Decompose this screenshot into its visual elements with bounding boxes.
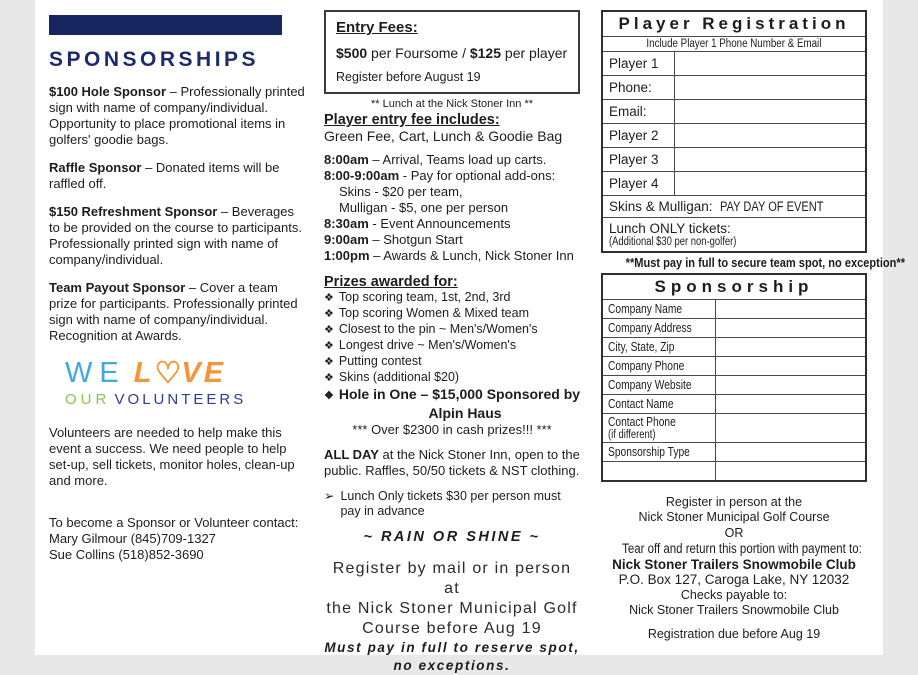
contact-sue-line: Sue Collins (518)852-3690 <box>49 547 204 562</box>
schedule-line-announcements <box>324 216 580 232</box>
contact-block <box>49 515 307 563</box>
prize-text: Skins (additional $20) <box>338 370 460 384</box>
sponsorships-title: SPONSORSHIPS <box>49 48 260 71</box>
alpin-haus-line: Alpin Haus <box>428 405 502 421</box>
schedule-time: 8:30am <box>324 216 369 231</box>
registration-panel <box>601 10 906 642</box>
registration-subtitle <box>602 37 866 52</box>
diamond-bullet-icon: ❖ <box>324 324 334 336</box>
checks-payable-line: Checks payable to: <box>680 587 788 602</box>
register-line: Register by mail or in person at <box>332 560 572 597</box>
skins-mulligan-value: PAY DAY OF EVENT <box>720 199 824 214</box>
schedule-line-shotgun <box>324 232 580 248</box>
foursome-fee-amount: $500 <box>336 45 368 61</box>
extra-row-input-cell <box>716 462 866 481</box>
all-day-paragraph <box>324 447 580 479</box>
player-2-label: Player 2 <box>602 124 674 148</box>
club-name-line: Nick Stoner Trailers Snowmobile Club <box>629 603 839 617</box>
company-address-text: Company Address <box>608 321 692 335</box>
schedule-line-awards <box>324 248 580 264</box>
schedule-desc: – Awards & Lunch, Nick Stoner Inn <box>369 248 574 263</box>
prize-text: Top scoring Women & Mixed team <box>338 306 529 320</box>
phone-input-cell <box>674 76 866 100</box>
logo-volunteers-text: VOLUNTEERS <box>114 391 247 408</box>
lunch-only-tickets-label: Lunch ONLY tickets: <box>609 221 731 236</box>
contact-name-text: Contact Name <box>608 397 674 411</box>
contact-name-label <box>602 395 716 414</box>
brochure-page <box>35 0 906 673</box>
city-state-zip-label <box>602 338 716 357</box>
lunch-only-tickets-note-text: (Additional $30 per non-golfer) <box>609 236 737 248</box>
prize-text: Top scoring team, 1st, 2nd, 3rd <box>338 290 511 304</box>
schedule-line-addons <box>324 168 580 184</box>
register-before-note: Register before August 19 <box>336 70 481 84</box>
decorative-navy-bar <box>49 15 282 35</box>
hole-in-one-text: Hole in One – $15,000 Sponsored by <box>338 386 581 402</box>
event-schedule <box>324 152 580 264</box>
contact-phone-label <box>602 414 716 443</box>
contact-phone-input-cell <box>716 414 866 443</box>
company-website-text: Company Website <box>608 378 692 392</box>
player-1-label: Player 1 <box>602 52 674 76</box>
extra-row-label <box>602 462 716 481</box>
register-by-mail-block <box>324 559 580 639</box>
prize-item <box>324 322 580 338</box>
prize-item <box>324 354 580 370</box>
contact-name-input-cell <box>716 395 866 414</box>
schedule-line-arrival <box>324 152 580 168</box>
player-4-label: Player 4 <box>602 172 674 196</box>
fee-line <box>336 45 568 61</box>
sponsorship-table <box>601 273 867 482</box>
logo-line-our-volunteers <box>65 391 307 409</box>
must-pay-line: no exceptions. <box>393 658 511 673</box>
contact-phone-text: Contact Phone <box>608 415 676 429</box>
prize-text: Longest drive ~ Men's/Women's <box>338 338 517 352</box>
volunteers-needed-paragraph: Volunteers are needed to help make this event a success. We need people to help set-up, sell tickets, monitor holes, clean-up and more. <box>49 425 295 488</box>
player-registration-table <box>601 10 867 253</box>
player-fee-amount: $125 <box>469 45 502 61</box>
company-phone-text: Company Phone <box>608 359 685 373</box>
diamond-bullet-icon: ❖ <box>324 372 334 384</box>
contact-phone-subtext: (if different) <box>608 429 656 441</box>
entry-fee-includes-text: Green Fee, Cart, Lunch & Goodie Bag <box>324 128 563 144</box>
company-name-input-cell <box>716 300 866 319</box>
must-pay-block <box>324 639 580 675</box>
player-3-input-cell <box>674 148 866 172</box>
schedule-desc: - Pay for optional add-ons: <box>399 168 556 183</box>
registration-subtitle-text: Include Player 1 Phone Number & Email <box>646 38 822 50</box>
email-input-cell <box>674 100 866 124</box>
company-website-label <box>602 376 716 395</box>
prize-item <box>324 306 580 322</box>
arrow-bullet-icon: ➢ <box>324 489 335 503</box>
logo-ve-text: VE <box>181 357 227 389</box>
hole-in-one-prize-line <box>324 386 580 405</box>
refreshment-sponsor-label: $150 Refreshment Sponsor <box>49 204 218 219</box>
tear-off-text: Tear off and return this portion with payment to: <box>622 541 862 556</box>
register-line: Course before Aug 19 <box>362 620 542 637</box>
prize-item <box>324 370 580 386</box>
we-love-volunteers-logo <box>65 358 307 409</box>
golf-course-line: Nick Stoner Municipal Golf Course <box>638 510 830 524</box>
schedule-desc: Mulligan - $5, one per person <box>339 200 509 215</box>
refreshment-sponsor-paragraph <box>49 204 307 268</box>
raffle-sponsor-text: – Donated items will be raffled off. <box>49 160 280 191</box>
diamond-bullet-icon: ❖ <box>324 292 334 304</box>
player-fee-text: per player <box>501 45 568 61</box>
prize-text: Putting contest <box>338 354 422 368</box>
diamond-bullet-icon: ❖ <box>324 390 334 402</box>
email-label: Email: <box>602 100 674 124</box>
register-line: the Nick Stoner Municipal Golf <box>326 600 578 617</box>
schedule-time: 1:00pm <box>324 248 370 263</box>
secure-team-spot-text: **Must pay in full to secure team spot, no exception** <box>625 255 906 270</box>
cash-prizes-note: *** Over $2300 in cash prizes!!! *** <box>352 422 552 437</box>
team-payout-sponsor-label: Team Payout Sponsor <box>49 280 186 295</box>
raffle-sponsor-label: Raffle Sponsor <box>49 160 142 175</box>
lunch-only-tickets-note <box>609 236 859 248</box>
club-name-bold-line: Nick Stoner Trailers Snowmobile Club <box>612 556 856 572</box>
rain-or-shine-line: ~ RAIN OR SHINE ~ <box>363 529 541 545</box>
schedule-time: 8:00am <box>324 152 369 167</box>
player-4-input-cell <box>674 172 866 196</box>
entry-fees-box <box>324 10 580 94</box>
company-name-label <box>602 300 716 319</box>
foursome-fee-text: per Foursome / <box>367 45 470 61</box>
logo-l-text: L <box>133 357 155 389</box>
schedule-time: 9:00am <box>324 232 369 247</box>
company-name-text: Company Name <box>608 302 683 316</box>
prize-item <box>324 290 580 306</box>
registration-due-line: Registration due before Aug 19 <box>647 626 821 641</box>
sponsorship-title: Sponsorship <box>602 274 866 300</box>
prize-text: Closest to the pin ~ Men's/Women's <box>338 322 538 336</box>
schedule-line-skins <box>324 184 580 200</box>
player-1-input-cell <box>674 52 866 76</box>
company-phone-label <box>602 357 716 376</box>
po-box-line: P.O. Box 127, Caroga Lake, NY 12032 <box>618 572 850 587</box>
company-address-label <box>602 319 716 338</box>
schedule-desc: Skins - $20 per team, <box>339 184 463 199</box>
must-pay-line: Must pay in full to reserve spot, <box>324 640 580 655</box>
contact-intro-line: To become a Sponsor or Volunteer contact: <box>49 515 299 530</box>
player-2-input-cell <box>674 124 866 148</box>
logo-we-text: WE <box>65 357 126 389</box>
sponsorship-type-input-cell <box>716 443 866 462</box>
heart-icon: ♡ <box>154 357 182 390</box>
all-day-label: ALL DAY <box>324 447 379 462</box>
company-website-input-cell <box>716 376 866 395</box>
schedule-desc: – Shotgun Start <box>368 232 463 247</box>
raffle-sponsor-paragraph <box>49 160 307 192</box>
sponsorship-type-text: Sponsorship Type <box>608 445 690 459</box>
prize-item <box>324 338 580 354</box>
entry-fees-title: Entry Fees: <box>336 19 418 36</box>
company-phone-input-cell <box>716 357 866 376</box>
diamond-bullet-icon: ❖ <box>324 356 334 368</box>
lunch-only-text: Lunch Only tickets $30 per person must pay in advance <box>340 489 561 518</box>
schedule-time: 8:00-9:00am <box>324 168 400 183</box>
company-address-input-cell <box>716 319 866 338</box>
register-in-person-line: Register in person at the <box>665 494 803 509</box>
city-state-zip-text: City, State, Zip <box>608 340 675 354</box>
lunch-only-item <box>324 489 580 519</box>
diamond-bullet-icon: ❖ <box>324 340 334 352</box>
event-info-panel <box>324 10 580 675</box>
secure-team-spot-note <box>601 255 906 270</box>
hole-sponsor-text: – Professionally printed sign with name of company/individual. Opportunity to place promotional items in golfers' goodie bags. <box>49 84 305 147</box>
schedule-desc: – Arrival, Teams load up carts. <box>368 152 547 167</box>
skins-mulligan-row <box>602 196 866 218</box>
player-3-label: Player 3 <box>602 148 674 172</box>
lunch-only-tickets-row <box>602 218 866 253</box>
prizes-title: Prizes awarded for: <box>324 274 458 290</box>
player-registration-title: Player Registration <box>602 11 866 37</box>
prizes-list <box>324 290 580 422</box>
contact-mary-line: Mary Gilmour (845)709-1327 <box>49 531 216 546</box>
tear-off-line <box>601 541 867 557</box>
schedule-line-mulligan <box>324 200 580 216</box>
city-state-zip-input-cell <box>716 338 866 357</box>
team-payout-sponsor-text: – Cover a team prize for participants. Professionally printed sign with name of company/individual. Recognition at Awards. <box>49 280 298 343</box>
lunch-location-note: ** Lunch at the Nick Stoner Inn ** <box>370 98 534 110</box>
mailing-instructions-block <box>601 495 867 643</box>
or-line: OR <box>724 525 744 540</box>
schedule-desc: - Event Announcements <box>368 216 511 231</box>
all-day-text: at the Nick Stoner Inn, open to the public. Raffles, 50/50 tickets & NST clothing. <box>324 447 580 478</box>
hole-sponsor-label: $100 Hole Sponsor <box>49 84 167 99</box>
diamond-bullet-icon: ❖ <box>324 308 334 320</box>
skins-mulligan-label: Skins & Mulligan: <box>609 199 713 214</box>
sponsorships-panel <box>49 10 307 563</box>
entry-fee-includes-title: Player entry fee includes: <box>324 112 500 128</box>
sponsorship-type-label <box>602 443 716 462</box>
phone-label: Phone: <box>602 76 674 100</box>
refreshment-sponsor-text: – Beverages to be provided on the course to participants. Professionally printed sign with name of company/individual. <box>49 204 302 267</box>
hole-sponsor-paragraph <box>49 84 307 148</box>
team-payout-sponsor-paragraph <box>49 280 307 344</box>
logo-line-we-love <box>65 358 307 389</box>
logo-our-text: OUR <box>65 391 111 408</box>
